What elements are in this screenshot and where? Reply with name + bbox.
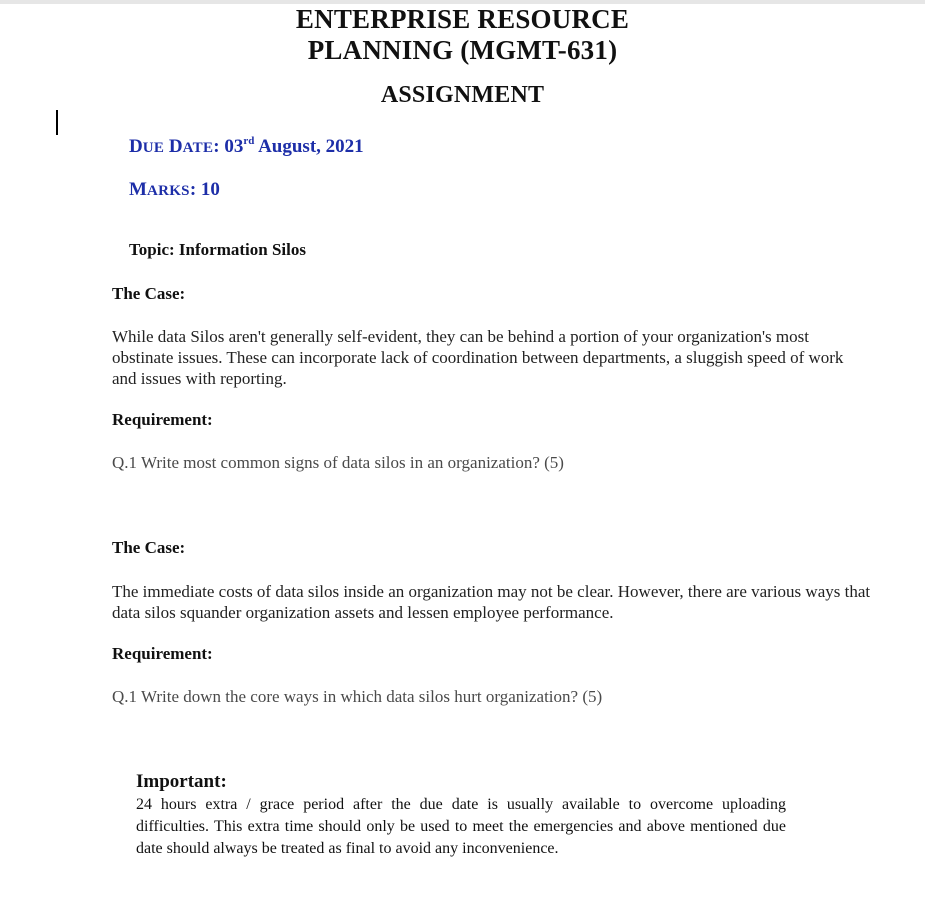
due-day-suffix: rd	[243, 135, 255, 147]
due-label-small: UE	[142, 140, 165, 156]
case-text-2: The immediate costs of data silos inside an organization may not be clear. However, there are various ways that data silos squander organization assets and lessen employee performance.	[112, 582, 871, 622]
case-heading-2: The Case:	[112, 538, 186, 557]
important-text: 24 hours extra / grace period after the due date is usually available to overcome uploading difficulties. This extra time should only be used to meet the emergencies and above mentioned due date should always be treated as final to avoid any inconvenience.	[136, 796, 786, 857]
question-2: Q.1 Write down the core ways in which data silos hurt organization? (5)	[112, 687, 603, 706]
requirement-heading-2: Requirement:	[112, 644, 213, 663]
marks: MARKS: 10	[129, 179, 220, 200]
case-text-1: While data Silos aren't generally self-evident, they can be behind a portion of your organization's most obstinate issues. These can incorporate lack of coordination between departments, a sluggish speed of work and issues with reporting.	[112, 327, 844, 388]
text-cursor	[56, 110, 58, 135]
due-label-cap: D	[129, 136, 143, 157]
marks-label-cap: M	[129, 179, 147, 200]
topic: Topic: Information Silos	[129, 240, 306, 259]
due-date: DUE DATE: 03rd August, 2021	[129, 135, 364, 157]
assignment-heading: ASSIGNMENT	[380, 82, 545, 108]
important-title: Important:	[136, 771, 227, 792]
due-day: 03	[224, 136, 244, 157]
requirement-heading-1: Requirement:	[112, 410, 213, 429]
date-label-small: ATE	[182, 140, 214, 156]
case-heading-1: The Case:	[112, 284, 186, 303]
marks-label-small: ARKS	[146, 183, 190, 199]
title-line-1: ENTERPRISE RESOURCE	[295, 4, 630, 34]
due-month-year: August, 2021	[254, 136, 364, 157]
title-line-2: PLANNING (MGMT-631)	[307, 35, 618, 65]
question-1: Q.1 Write most common signs of data silos in an organization? (5)	[112, 453, 564, 472]
marks-value: 10	[200, 179, 220, 200]
date-label-cap: D	[168, 136, 183, 157]
